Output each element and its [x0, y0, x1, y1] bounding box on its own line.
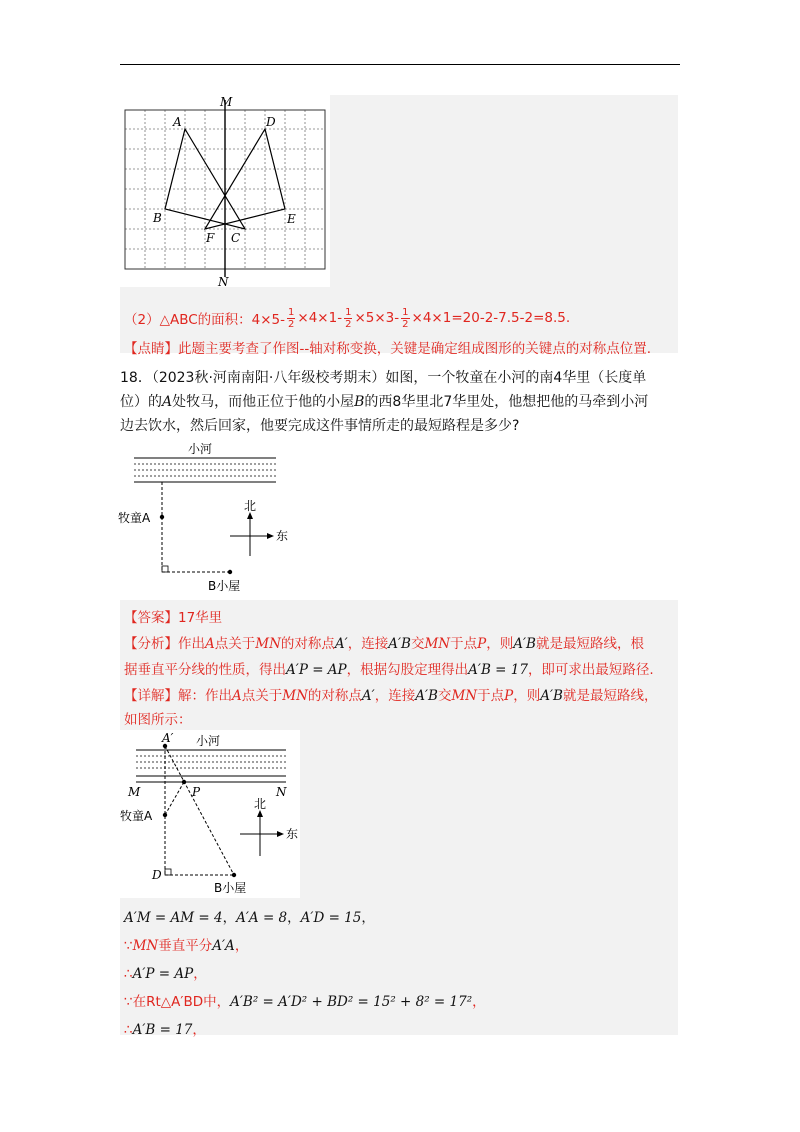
house-label-2: B小屋 — [214, 881, 247, 895]
label-D: D — [266, 115, 276, 129]
label-N: N — [218, 275, 229, 287]
question-18-line-1: 18．（2023秋·河南南阳·八年级校考期末）如图，一个牧童在小河的南4华里（长度单 — [120, 370, 647, 386]
label-D-2: D — [152, 868, 162, 882]
label-B: B — [153, 211, 162, 225]
analysis-line-2: 据垂直平分线的性质，得出A′P = AP，根据勾股定理得出A′B = 17，即可求出最短路径. — [124, 662, 654, 678]
question-18-line-2: 位）的A处牧马，而他正位于他的小屋B的西8华里北7华里处，他想把他的马牵到小河 — [120, 394, 649, 410]
east-label: 东 — [276, 529, 289, 543]
river-problem-figure — [118, 440, 293, 595]
north-label-2: 北 — [254, 797, 267, 811]
fraction-3: $\frac{1}{2}$ — [402, 306, 409, 330]
label-N-2: N — [276, 785, 287, 799]
answer-line: 【答案】17华里 — [124, 610, 223, 626]
herder-label: 牧童A — [118, 511, 151, 525]
dianjing-line: 【点睛】此题主要考查了作图--轴对称变换，关键是确定组成图形的关键点的对称点位置. — [124, 341, 652, 357]
label-A: A — [173, 115, 182, 129]
label-C: C — [231, 231, 241, 245]
river-label-2: 小河 — [196, 734, 221, 748]
symmetry-grid-figure — [120, 95, 330, 287]
north-label: 北 — [244, 499, 257, 513]
east-label-2: 东 — [286, 827, 299, 841]
fraction-1: $\frac{1}{2}$ — [288, 306, 295, 330]
label-M-2: M — [128, 785, 141, 799]
label-F: F — [206, 231, 215, 245]
step-1: A′M = AM = 4，A′A = 8，A′D = 15， — [124, 910, 375, 926]
step-2: ∵MN垂直平分A′A， — [124, 938, 249, 954]
area-calculation: （2）△ABC的面积：4×5- $\frac{1}{2}$ ×4×1- $\frac{1}{2}$ ×5×3- $\frac{1}{2}$ ×4×1=20-2-7.5-2=8.5. — [124, 306, 571, 330]
label-A-prime: A′ — [162, 731, 174, 745]
detail-line-2: 如图所示： — [124, 712, 192, 728]
label-M: M — [220, 95, 233, 109]
detail-line-1: 【详解】解：作出A点关于MN的对称点A′，连接A′B交MN于点P，则A′B就是最短路线， — [124, 688, 658, 704]
label-E: E — [287, 212, 296, 226]
river-label: 小河 — [188, 442, 213, 456]
fraction-2: $\frac{1}{2}$ — [345, 306, 352, 330]
river-solution-figure — [118, 730, 300, 898]
step-3: ∴A′P = AP， — [124, 966, 207, 982]
step-4: ∵在Rt△A′BD中，A′B² = A′D² + BD² = 15² + 8² = 17²， — [124, 994, 486, 1010]
analysis-line-1: 【分析】作出A点关于MN的对称点A′，连接A′B交MN于点P，则A′B就是最短路线，根 — [124, 636, 644, 652]
label-P: P — [192, 785, 201, 799]
house-label: B小屋 — [208, 579, 241, 593]
header-rule — [120, 64, 680, 65]
question-18-line-3: 边去饮水，然后回家，他要完成这件事情所走的最短路程是多少? — [120, 418, 520, 434]
herder-label-2: 牧童A — [120, 809, 153, 823]
step-5: ∴A′B = 17， — [124, 1022, 206, 1038]
